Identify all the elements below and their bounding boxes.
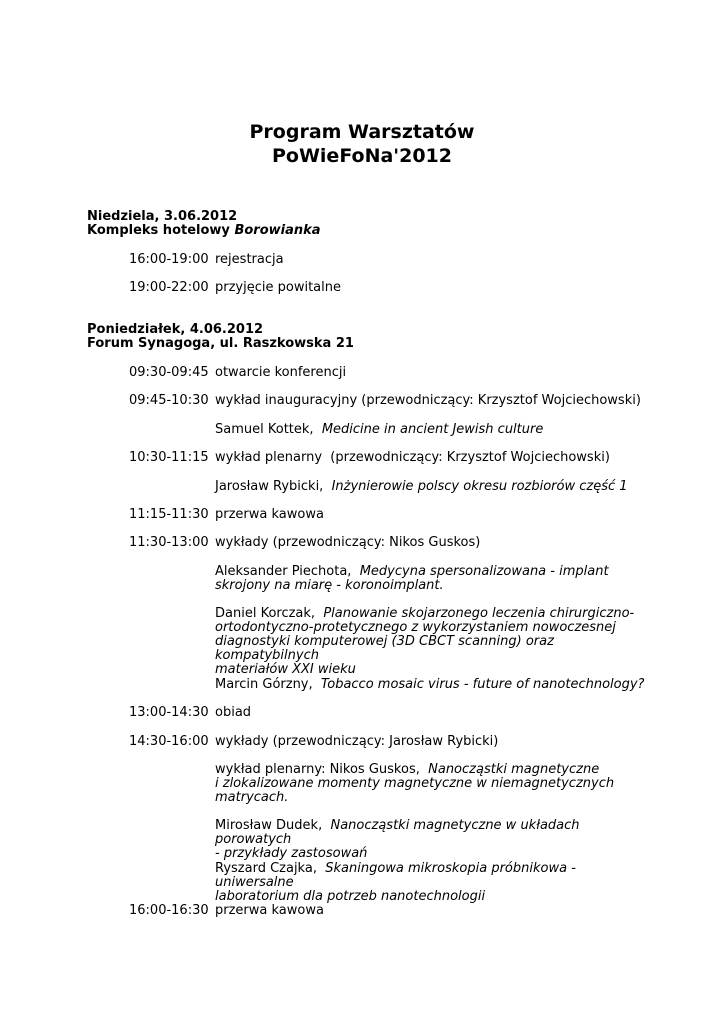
schedule-item: wykład plenarny (przewodniczący: Krzysztof Wojciechowski)	[215, 450, 610, 465]
lecture-title-line: i zlokalizowane momenty magnetyczne w niemagnetycznych	[215, 776, 615, 791]
lecture-entry	[215, 480, 645, 494]
lecture-title-line: Nanocząstki magnetyczne	[428, 762, 600, 777]
lecture-entry	[215, 423, 645, 437]
lecture-title: Tobacco mosaic virus - future of nanotechnology?	[320, 677, 645, 692]
lecture-speaker: Jarosław Rybicki,	[215, 479, 324, 494]
schedule-item: rejestracja	[215, 252, 284, 267]
lecture-title-line: skrojony na miarę - koronoimplant.	[215, 578, 444, 593]
lecture-speaker: wykład plenarny: Nikos Guskos,	[215, 762, 420, 777]
schedule-time: 19:00-22:00	[129, 280, 209, 295]
schedule-time: 11:30-13:00	[129, 535, 209, 550]
schedule-time: 16:00-19:00	[129, 252, 209, 267]
schedule-time: 09:45-10:30	[129, 393, 209, 408]
lecture-title: Medicine in ancient Jewish culture	[321, 422, 544, 437]
schedule-item: przerwa kawowa	[215, 507, 324, 522]
lecture-title-line: - przykłady zastosowań	[215, 846, 368, 861]
lecture-title-line: diagnostyki komputerowej (3D CBCT scanning) oraz kompatybilnych	[215, 634, 554, 663]
lecture-title: Inżynierowie polscy okresu rozbiorów część 1	[331, 479, 628, 494]
lecture-entry	[215, 565, 645, 593]
lecture-entry	[215, 678, 645, 692]
lecture-entry	[215, 862, 645, 904]
schedule-time: 10:30-11:15	[129, 450, 209, 465]
lecture-speaker: Ryszard Czajka,	[215, 861, 317, 876]
lecture-title-line: Medycyna spersonalizowana - implant	[359, 564, 609, 579]
day1-venue	[87, 224, 321, 238]
schedule-time: 09:30-09:45	[129, 365, 209, 380]
lecture-speaker: Daniel Korczak,	[215, 606, 316, 621]
schedule-time: 14:30-16:00	[129, 734, 209, 749]
lecture-title-line: Nanocząstki magnetyczne w układach porowatych	[215, 818, 580, 847]
lecture-title-line: ortodontyczno-protetycznego z wykorzystaniem nowoczesnej	[215, 620, 616, 635]
lecture-entry	[215, 607, 645, 677]
schedule-item: obiad	[215, 705, 252, 720]
title-line-1: Program Warsztatów	[249, 121, 475, 143]
day1-venue-prefix: Kompleks hotelowy	[87, 223, 230, 238]
lecture-title-line: materiałów XXI wieku	[215, 662, 356, 677]
schedule-item: przerwa kawowa	[215, 903, 324, 918]
day2-heading: Poniedziałek, 4.06.2012	[87, 322, 264, 337]
schedule-item: wykłady (przewodniczący: Jarosław Rybicki)	[215, 734, 499, 749]
lecture-speaker: Samuel Kottek,	[215, 422, 314, 437]
lecture-title-line: Skaningowa mikroskopia próbnikowa - uniwersalne	[215, 861, 576, 890]
schedule-time: 13:00-14:30	[129, 705, 209, 720]
schedule-time: 11:15-11:30	[129, 507, 209, 522]
lecture-speaker: Aleksander Piechota,	[215, 564, 352, 579]
document-title	[0, 120, 724, 168]
lecture-title-line: laboratorium dla potrzeb nanotechnologii	[215, 889, 486, 904]
schedule-item: wykład inauguracyjny (przewodniczący: Krzysztof Wojciechowski)	[215, 393, 641, 408]
day1-venue-name: Borowianka	[234, 223, 321, 238]
schedule-item: wykłady (przewodniczący: Nikos Guskos)	[215, 535, 481, 550]
title-line-2: PoWieFoNa'2012	[271, 145, 453, 167]
lecture-entry	[215, 763, 645, 805]
day1-heading: Niedziela, 3.06.2012	[87, 209, 238, 224]
schedule-item: przyjęcie powitalne	[215, 280, 341, 295]
schedule-time: 16:00-16:30	[129, 903, 209, 918]
day2-venue: Forum Synagoga, ul. Raszkowska 21	[87, 336, 354, 351]
lecture-title-line: matrycach.	[215, 790, 289, 805]
lecture-speaker: Mirosław Dudek,	[215, 818, 323, 833]
lecture-entry	[215, 819, 645, 861]
lecture-speaker: Marcin Górzny,	[215, 677, 313, 692]
lecture-title-line: Planowanie skojarzonego leczenia chirurgiczno-	[323, 606, 635, 621]
schedule-item: otwarcie konferencji	[215, 365, 347, 380]
